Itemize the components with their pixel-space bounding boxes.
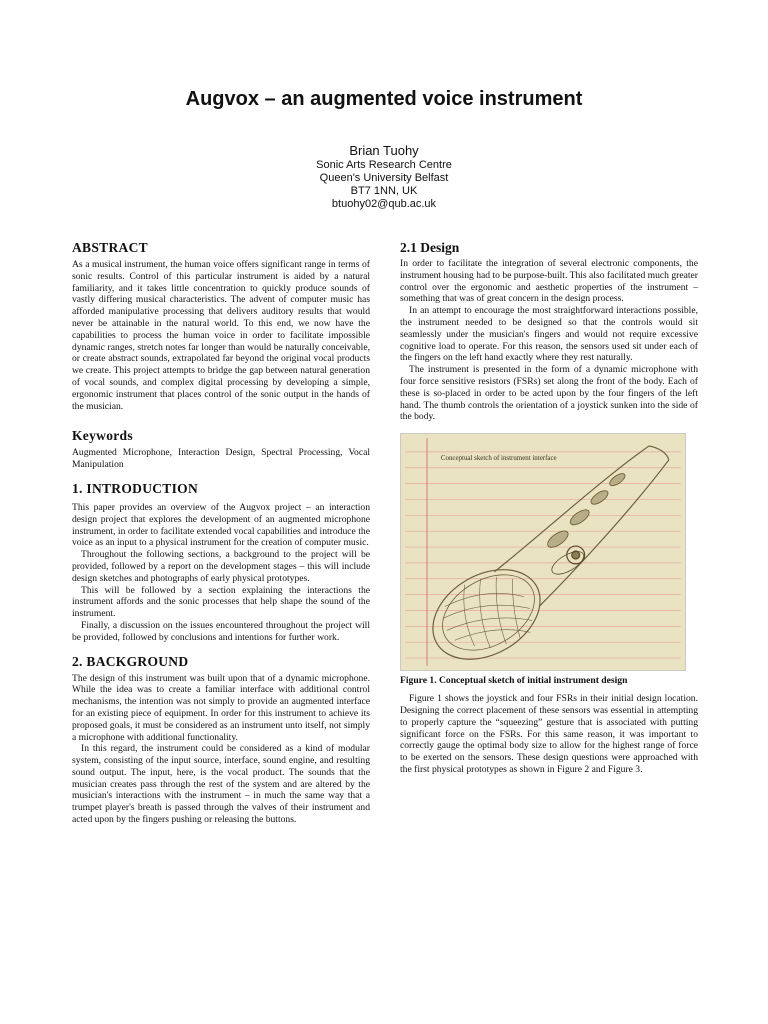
author-block [0, 142, 768, 211]
author-address: BT7 1NN, UK [350, 185, 418, 197]
intro-paragraph: Throughout the following sections, a background to the project will be provided, followed by a report on the development stages – this will include design sketches and photographs of early physical prototypes. [72, 549, 370, 584]
abstract-heading: ABSTRACT [72, 240, 148, 255]
background-paragraph: The design of this instrument was built upon that of a dynamic microphone. While the idea was to create a familiar interface with additional control mechanisms, the intention was not simply to provide an augmented interface for an existing piece of equipment. In order for this instrument to achieve its proposed goals, it must be considered as an instrument unto itself, not simply a microphone with additional functionality. [72, 672, 370, 743]
figure-1-image [400, 433, 686, 671]
intro-paragraph: This paper provides an overview of the Augvox project – an interaction design project that explores the development of an augmented microphone instrument, in order to facilitate extended vocal capabilities and introduce the voice as an input to a physical instrument for the creation of computer music. [72, 501, 370, 549]
paper-title: Augvox – an augmented voice instrument [185, 88, 583, 110]
intro-paragraph: This will be followed by a section explaining the interactions the instrument affords and the sonic processes that help shape the sound of the instrument. [72, 584, 370, 620]
background-section [72, 654, 370, 826]
paper-background [405, 438, 681, 666]
introduction-section [72, 481, 370, 644]
background-paragraph: In this regard, the instrument could be considered as a kind of modular system, consisting of the input source, interface, sound engine, and resulting sound output. The input, here, is the vocal product. The sounds that the musician creates pass through the rest of the system and are altered by the musician's interactions with the instrument – in much the same way that a trumpet player's breath is passed through the valves of their instrument and acted upon by the fingers pushing or releasing the buttons. [72, 743, 370, 826]
abstract-text: As a musical instrument, the human voice offers significant range in terms of sonic results. Control of this particular instrument is aided by a natural familiarity, and it takes little concentration to quickly produce sounds of vastly differing musical characteristics. The advent of computer music has afforded manipulative processing that delivers auditory results that would never be attainable in the natural world. To this end, we now have the capabilities to process the human voice in order to facilitate impossible dynamic ranges, stretch notes far longer than would be naturally conceivable, or create abstract sounds, extrapolated far beyond the original vocal products we create. This project attempts to bridge the gap between natural generation of vocal sounds, and complex digital processing by developing a simple, ergonomic instrument that places control of the sonic output in the hands of the musician. [72, 259, 370, 412]
author-affiliation: Sonic Arts Research Centre [316, 159, 452, 171]
design-paragraph: The instrument is presented in the form of a dynamic microphone with four force sensitive resistors (FSRs) set along the front of the body. Each of these is so-placed in order to be acted upon by the four fingers of the left hand. The thumb controls the orientation of a joystick sunken into the side of the body. [400, 364, 698, 423]
design-paragraph: In an attempt to encourage the most straightforward interactions possible, the instrument needed to be designed so that the controls would sit seamlessly under the musician's fingers and would not require excessive cognitive load to operate. For this reason, the sensors used sit under each of the fingers on the left hand exactly where they rest naturally. [400, 305, 698, 364]
author-name: Brian Tuohy [349, 143, 419, 158]
intro-paragraph: Finally, a discussion on the issues encountered throughout the project will be provided, followed by conclusions and intentions for further work. [72, 619, 370, 643]
background-heading: 2. BACKGROUND [72, 653, 189, 669]
keywords-heading: Keywords [72, 428, 133, 444]
author-email[interactable]: btuohy02@qub.ac.uk [331, 198, 437, 210]
sketch-label: Conceptual sketch of instrument interface [440, 454, 557, 462]
keywords-text: Augmented Microphone, Interaction Design, Spectral Processing, Vocal Manipulation [72, 447, 370, 471]
author-university: Queen's University Belfast [319, 172, 449, 184]
right-column [400, 240, 698, 776]
keywords-section [72, 428, 370, 471]
left-column [72, 240, 370, 826]
design-heading: 2.1 Design [400, 240, 460, 255]
instrument-sketch [405, 438, 681, 666]
introduction-heading: 1. INTRODUCTION [72, 480, 199, 496]
design-paragraph: In order to facilitate the integration of several electronic components, the instrument housing had to be purpose-built. This also facilitated much greater control over the ergonomic and aesthetic properties of the instrument – something that was of great concern in the design process. [400, 258, 698, 305]
figure-discussion-paragraph: Figure 1 shows the joystick and four FSRs in their initial design location. Designing the correct placement of these sensors was essential in attempting to properly capture the “squeezing” gesture that is associated with putting significant force on the FSRs. For this same reason, it was important to correctly gauge the optimal body size to allow for the highest range of force to be exerted on the sensors. These design questions were approached with the first physical prototypes as shown in Figure 2 and Figure 3. [400, 693, 698, 775]
figure-1-caption: Figure 1. Conceptual sketch of initial instrument design [400, 675, 628, 687]
